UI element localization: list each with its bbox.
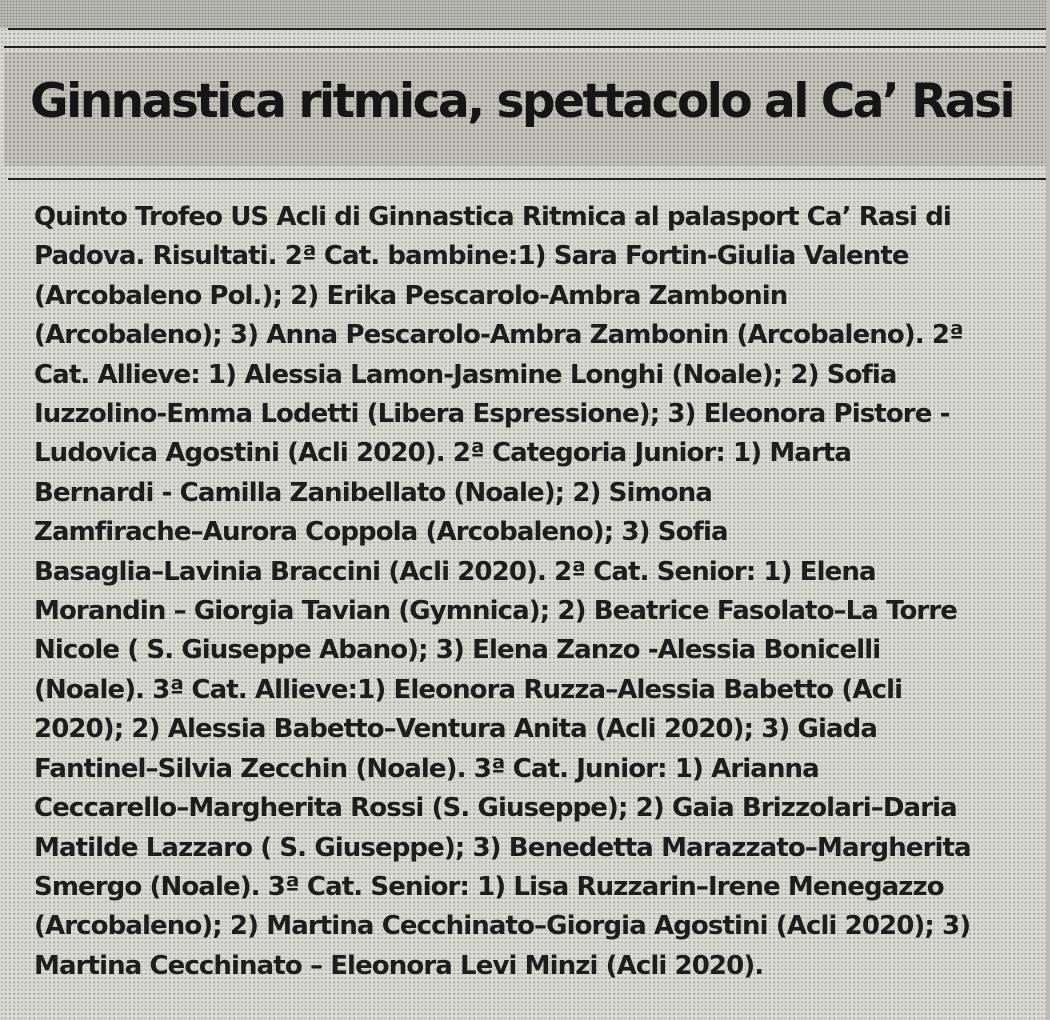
article-body-line: Matilde Lazzaro ( S. Giuseppe); 3) Benedetta Marazzato–Margherita	[34, 832, 971, 863]
top-page-strip	[0, 0, 1050, 28]
article-body-line: Bernardi - Camilla Zanibellato (Noale); 2) Simona	[34, 477, 712, 508]
article-body-line: Ludovica Agostini (Acli 2020). 2ª Categoria Junior: 1) Marta	[34, 438, 852, 469]
article-body-line: Nicole ( S. Giuseppe Abano); 3) Elena Zanzo -Alessia Bonicelli	[34, 635, 881, 666]
article-body-line: (Noale). 3ª Cat. Allieve:1) Eleonora Ruzza–Alessia Babetto (Acli	[34, 674, 903, 705]
article-body-line: Martina Cecchinato – Eleonora Levi Minzi (Acli 2020).	[34, 950, 764, 981]
top-rule	[8, 28, 1050, 30]
article-headline: Ginnastica ritmica, spettacolo al Ca’ Rasi	[30, 74, 1014, 129]
article-body-line: Morandin – Giorgia Tavian (Gymnica); 2) Beatrice Fasolato–La Torre	[34, 596, 958, 627]
page-right-edge	[1046, 0, 1050, 1020]
article-body-line: (Arcobaleno Pol.); 2) Erika Pescarolo-Ambra Zambonin	[34, 280, 788, 311]
article-body-line: Padova. Risultati. 2ª Cat. bambine:1) Sara Fortin-Giulia Valente	[34, 241, 909, 272]
article-body	[34, 198, 1040, 986]
article-body-line: Zamfirache–Aurora Coppola (Arcobaleno); 3) Sofia	[34, 517, 728, 548]
article-body-line: Basaglia–Lavinia Braccini (Acli 2020). 2ª Cat. Senior: 1) Elena	[34, 556, 876, 587]
article-body-line: (Arcobaleno); 2) Martina Cecchinato–Giorgia Agostini (Acli 2020); 3)	[34, 911, 971, 942]
article-body-line: Ceccarello–Margherita Rossi (S. Giuseppe); 2) Gaia Brizzolari–Daria	[34, 793, 957, 824]
article-body-line: Cat. Allieve: 1) Alessia Lamon-Jasmine Longhi (Noale); 2) Sofia	[34, 359, 897, 390]
article-body-line: 2020); 2) Alessia Babetto–Ventura Anita (Acli 2020); 3) Giada	[34, 714, 878, 745]
headline-top-rule	[4, 46, 1050, 48]
headline-bottom-rule	[8, 178, 1050, 180]
article-body-line: (Arcobaleno); 3) Anna Pescarolo-Ambra Zambonin (Arcobaleno). 2ª	[34, 320, 963, 351]
article-body-line: Fantinel–Silvia Zecchin (Noale). 3ª Cat. Junior: 1) Arianna	[34, 753, 819, 784]
article-body-line: Smergo (Noale). 3ª Cat. Senior: 1) Lisa Ruzzarin–Irene Menegazzo	[34, 871, 944, 902]
article-body-line: Quinto Trofeo US Acli di Ginnastica Ritmica al palasport Ca’ Rasi di	[34, 202, 951, 232]
article-body-line: Iuzzolino-Emma Lodetti (Libera Espressione); 3) Eleonora Pistore -	[34, 399, 950, 430]
